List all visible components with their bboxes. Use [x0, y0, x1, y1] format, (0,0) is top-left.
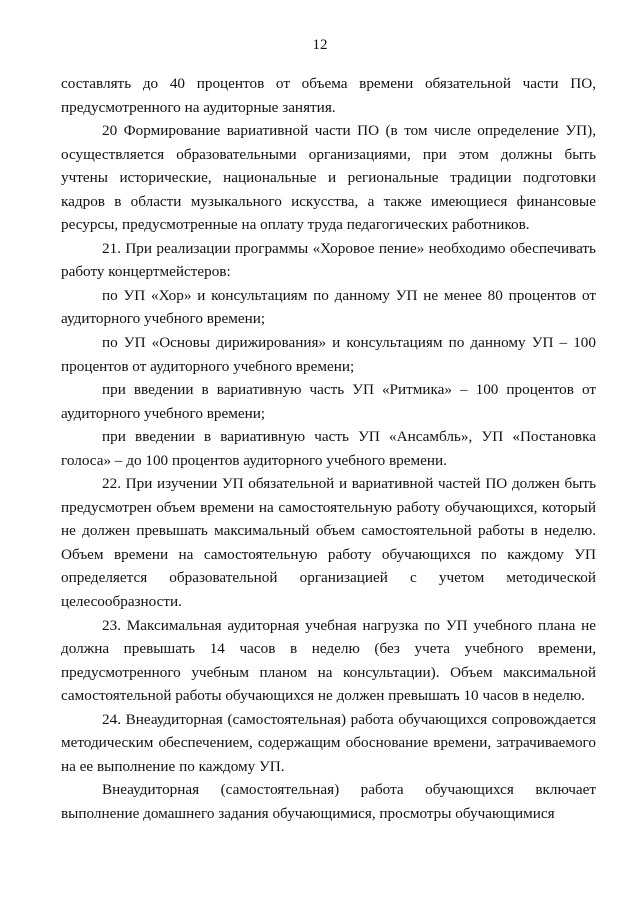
paragraph-choir: по УП «Хор» и консультациям по данному УП не менее 80 процентов от аудиторного учебного времени; [61, 286, 596, 328]
paragraph-conducting: по УП «Основы дирижирования» и консультациям по данному УП – 100 процентов от аудиторного учебного времени; [61, 334, 596, 375]
paragraph-continuation: составлять до 40 процентов от объема времени обязательной части ПО, предусмотренного на аудиторные занятия. [61, 75, 596, 116]
paragraph-item-24: 24. Внеаудиторная (самостоятельная) работа обучающихся сопровождается методическим обеспечением, содержащим обоснование времени, затрачиваемого на ее выполнение по каждому УП. [61, 710, 596, 775]
paragraph-extracurricular: Внеаудиторная (самостоятельная) работа обучающихся включает выполнение домашнего задания обучающимися, просмотры обучающимися [61, 781, 596, 822]
paragraph-item-21: 21. При реализации программы «Хоровое пение» необходимо обеспечивать работу концертмейстеров: [61, 239, 596, 281]
paragraph-item-20: 20 Формирование вариативной части ПО (в том числе определение УП), осуществляется образовательными организациями, при этом должны быть учтены исторические, национальные и региональные традиции подготовки кадров в области музыкального искусства, а также имеющиеся финансовые ресурсы, предусмотренные на оплату труда педагогических работников. [61, 122, 596, 234]
document-body [61, 72, 596, 826]
paragraph-rhythmics: при введении в вариативную часть УП «Ритмика» – 100 процентов от аудиторного учебного времени; [61, 381, 596, 422]
page-number: 12 [312, 37, 328, 53]
paragraph-ensemble: при введении в вариативную часть УП «Ансамбль», УП «Постановка голоса» – до 100 процентов аудиторного учебного времени. [61, 428, 596, 469]
paragraph-item-22: 22. При изучении УП обязательной и вариативной частей ПО должен быть предусмотрен объем времени на самостоятельную работу обучающихся, который не должен превышать максимальный объем самостоятельной работы в неделю. Объем времени на самостоятельную работу обучающихся по каждому УП определяется образовательной организацией с учетом методической целесообразности. [61, 475, 596, 611]
paragraph-item-23: 23. Максимальная аудиторная учебная нагрузка по УП учебного плана не должна превышать 14 часов в неделю (без учета учебного времени, предусмотренного учебным планом на консультации). Объем максимальной самостоятельной работы обучающихся не должен превышать 10 часов в неделю. [61, 616, 596, 705]
